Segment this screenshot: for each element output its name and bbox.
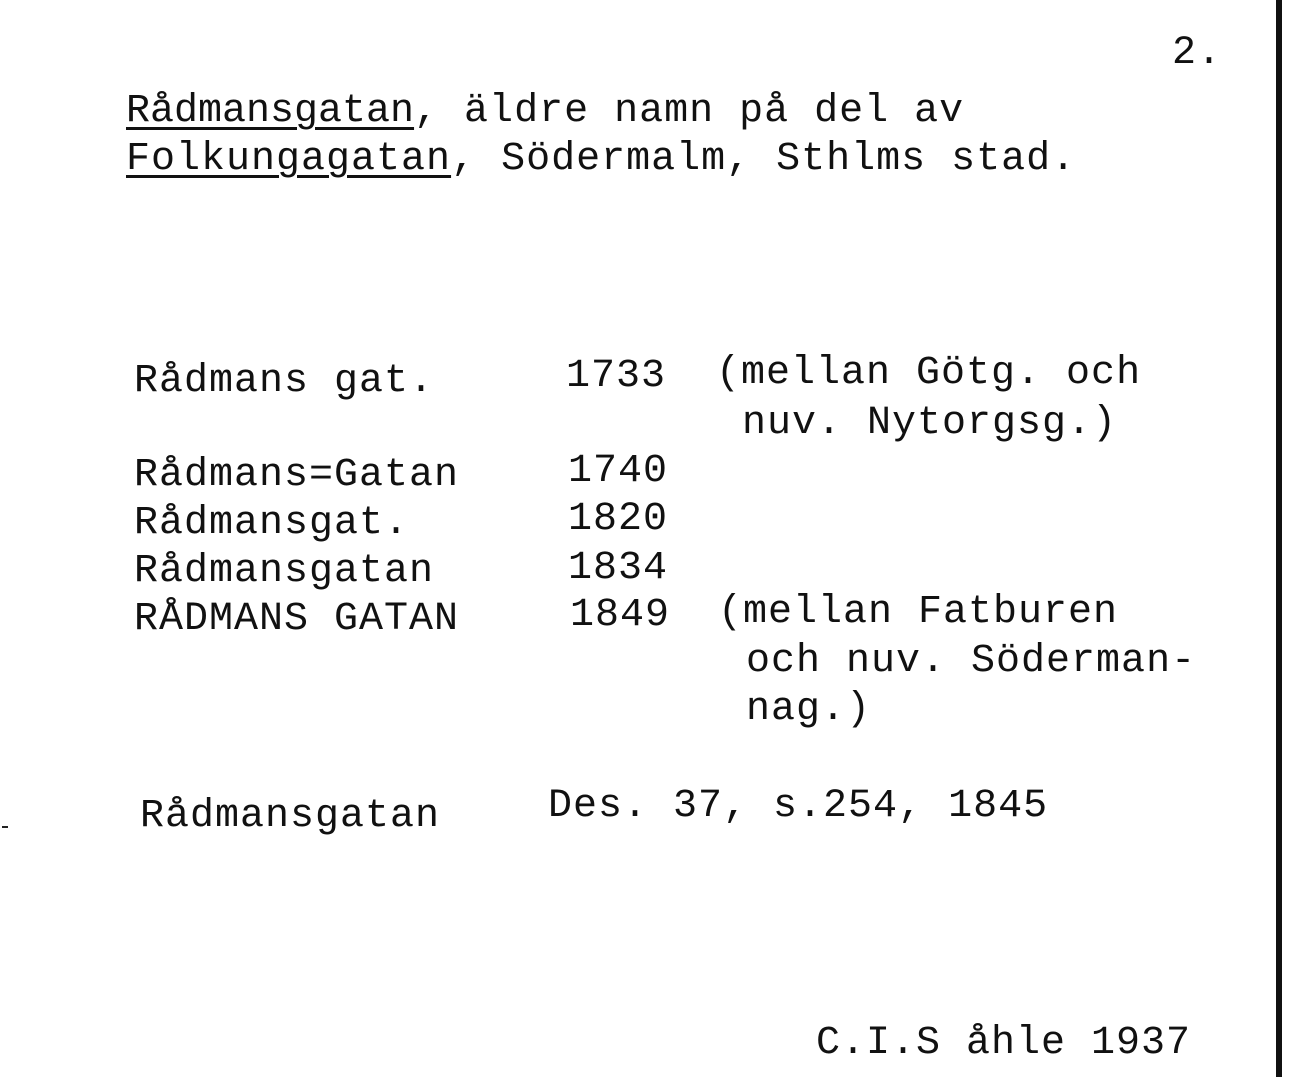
heading-line-2-rest: , Södermalm, Sthlms stad. [451,137,1077,182]
entry-name: RÅDMANS GATAN [134,597,460,642]
entry-note-line: nag.) [746,687,872,732]
card-number: 2. [1172,31,1223,76]
entry-year: 1740 [568,449,669,494]
source-reference: Des. 37, s.254, 1845 [548,784,1049,829]
source-name: Rådmansgatan [140,794,441,839]
entry-note-line: (mellan Götg. och [716,351,1142,396]
heading-line-1-rest: , äldre namn på del av [414,89,965,134]
entry-name: Rådmans=Gatan [134,453,460,498]
heading-line-2 [126,137,1077,182]
entry-name: Rådmansgat. [134,501,410,546]
entry-note-line: (mellan Fatburen [718,590,1119,635]
heading-street-name-2: Folkungagatan [126,137,452,182]
entry-note-line: och nuv. Söderman- [746,639,1197,684]
entry-year: 1820 [568,497,669,542]
margin-mark [2,826,8,828]
card-edge-line [1276,0,1282,1077]
entry-name: Rådmans gat. [134,359,435,404]
entry-name: Rådmansgatan [134,549,435,594]
entry-year: 1834 [568,546,669,591]
signature: C.I.S åhle 1937 [816,1021,1192,1066]
entry-year: 1733 [566,354,667,399]
heading-street-name: Rådmansgatan [126,89,415,134]
entry-note-line: nuv. Nytorgsg.) [742,401,1118,446]
heading-line-1 [126,89,965,134]
entry-year: 1849 [570,593,671,638]
